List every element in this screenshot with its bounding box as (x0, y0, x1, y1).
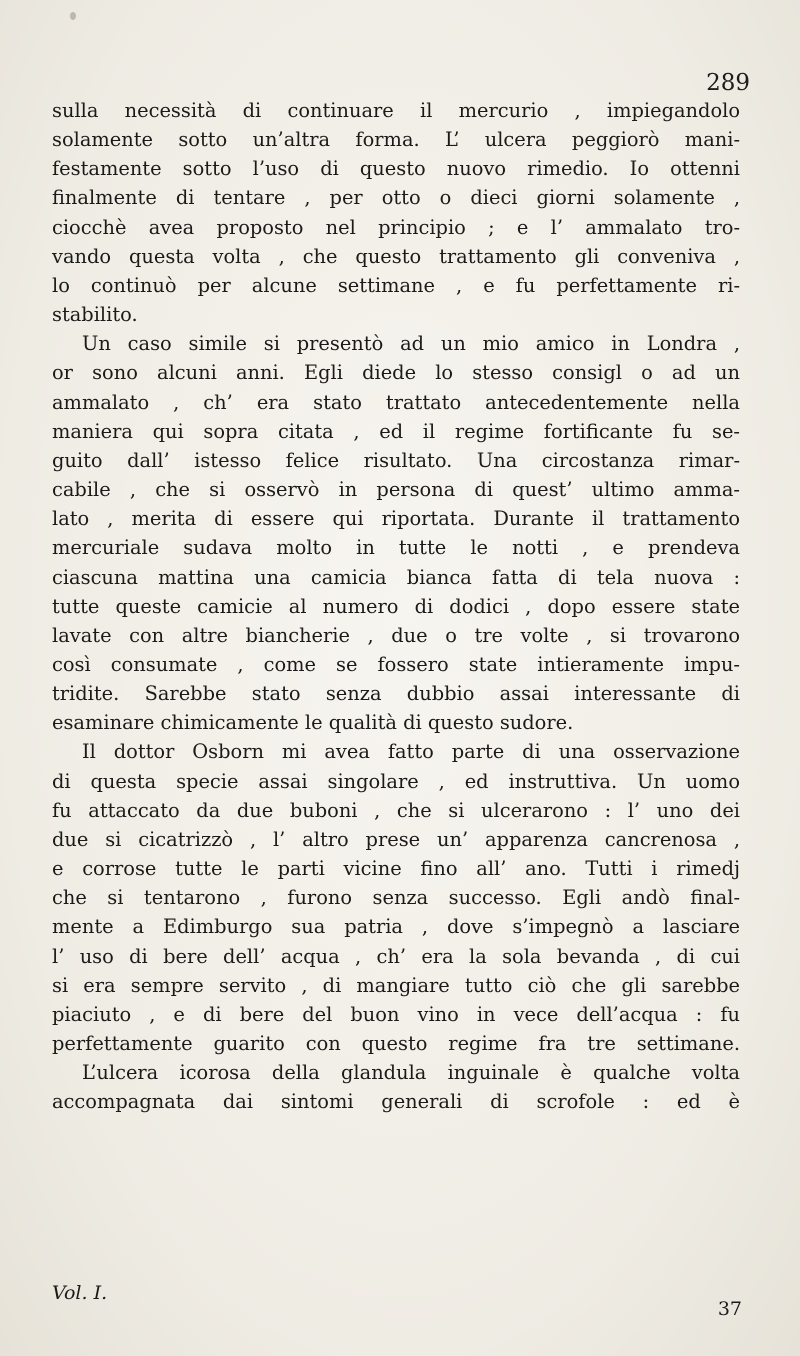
ink-spot (70, 12, 76, 20)
gathering-number: 37 (717, 1298, 742, 1320)
text-line: piaciuto , e di bere del buon vino in vece dell’acqua : fu (52, 1002, 740, 1026)
text-line: l’ uso di bere dell’ acqua , ch’ era la sola bevanda , di cui (52, 944, 740, 968)
text-line: tridite. Sarebbe stato senza dubbio assai interessante di (52, 682, 740, 706)
text-line: tutte queste camicie al numero di dodici , dopo essere state (52, 594, 740, 618)
text-line: due si cicatrizzò , l’ altro prese un’ apparenza cancrenosa , (52, 827, 740, 851)
text-line: guito dall’ istesso felice risultato. Una circostanza rimar- (52, 448, 740, 472)
body-text (52, 96, 740, 1116)
text-line: lavate con altre biancherie , due o tre volte , si trovarono (52, 623, 740, 647)
text-line: lo continuò per alcune settimane , e fu perfettamente ri- (52, 273, 740, 297)
text-line: si era sempre servito , di mangiare tutto ciò che gli sarebbe (52, 973, 740, 997)
text-line: ciascuna mattina una camicia bianca fatta di tela nuova : (52, 565, 740, 589)
text-line: che si tentarono , furono senza successo. Egli andò final- (52, 886, 740, 910)
text-line: L’ulcera icorosa della glandula inguinale è qualche volta (82, 1061, 740, 1085)
page-number: 289 (706, 70, 750, 96)
text-line: finalmente di tentare , per otto o dieci giorni solamente , (52, 186, 740, 210)
text-line: fu attaccato da due buboni , che si ulcerarono : l’ uno dei (52, 798, 740, 822)
text-line: ciocchè avea proposto nel principio ; e l’ ammalato tro- (52, 215, 740, 239)
text-line: maniera qui sopra citata , ed il regime fortificante fu se- (52, 419, 740, 443)
signature-mark: Vol. I. (52, 1282, 108, 1304)
text-line: solamente sotto un’altra forma. L’ ulcera peggiorò mani- (52, 128, 740, 152)
text-line: mercuriale sudava molto in tutte le notti , e prendeva (52, 536, 740, 560)
text-line: perfettamente guarito con questo regime fra tre settimane. (52, 1032, 740, 1055)
text-line: vando questa volta , che questo trattamento gli conveniva , (52, 244, 740, 268)
text-line: stabilito. (52, 303, 138, 327)
text-line: esaminare chimicamente le qualità di questo sudore. (52, 711, 574, 735)
text-line: festamente sotto l’uso di questo nuovo rimedio. Io ottenni (52, 157, 740, 181)
text-line: sulla necessità di continuare il mercurio , impiegandolo (52, 99, 740, 122)
text-line: Il dottor Osborn mi avea fatto parte di una osservazione (82, 740, 740, 764)
text-line: ammalato , ch’ era stato trattato antecedentemente nella (52, 390, 740, 414)
text-line: cabile , che si osservò in persona di quest’ ultimo amma- (52, 478, 740, 502)
text-line: or sono alcuni anni. Egli diede lo stesso consigl o ad un (52, 361, 740, 385)
text-line: Un caso simile si presentò ad un mio amico in Londra , (82, 332, 740, 356)
text-line: e corrose tutte le parti vicine fino all’ ano. Tutti i rimedj (52, 857, 740, 881)
text-line: mente a Edimburgo sua patria , dove s’impegnò a lasciare (52, 915, 740, 939)
text-line: di questa specie assai singolare , ed instruttiva. Un uomo (52, 769, 740, 793)
text-line: lato , merita di essere qui riportata. Durante il trattamento (52, 507, 740, 531)
text-line: così consumate , come se fossero state intieramente impu- (52, 652, 740, 676)
text-line: accompagnata dai sintomi generali di scrofole : ed è (52, 1090, 740, 1114)
